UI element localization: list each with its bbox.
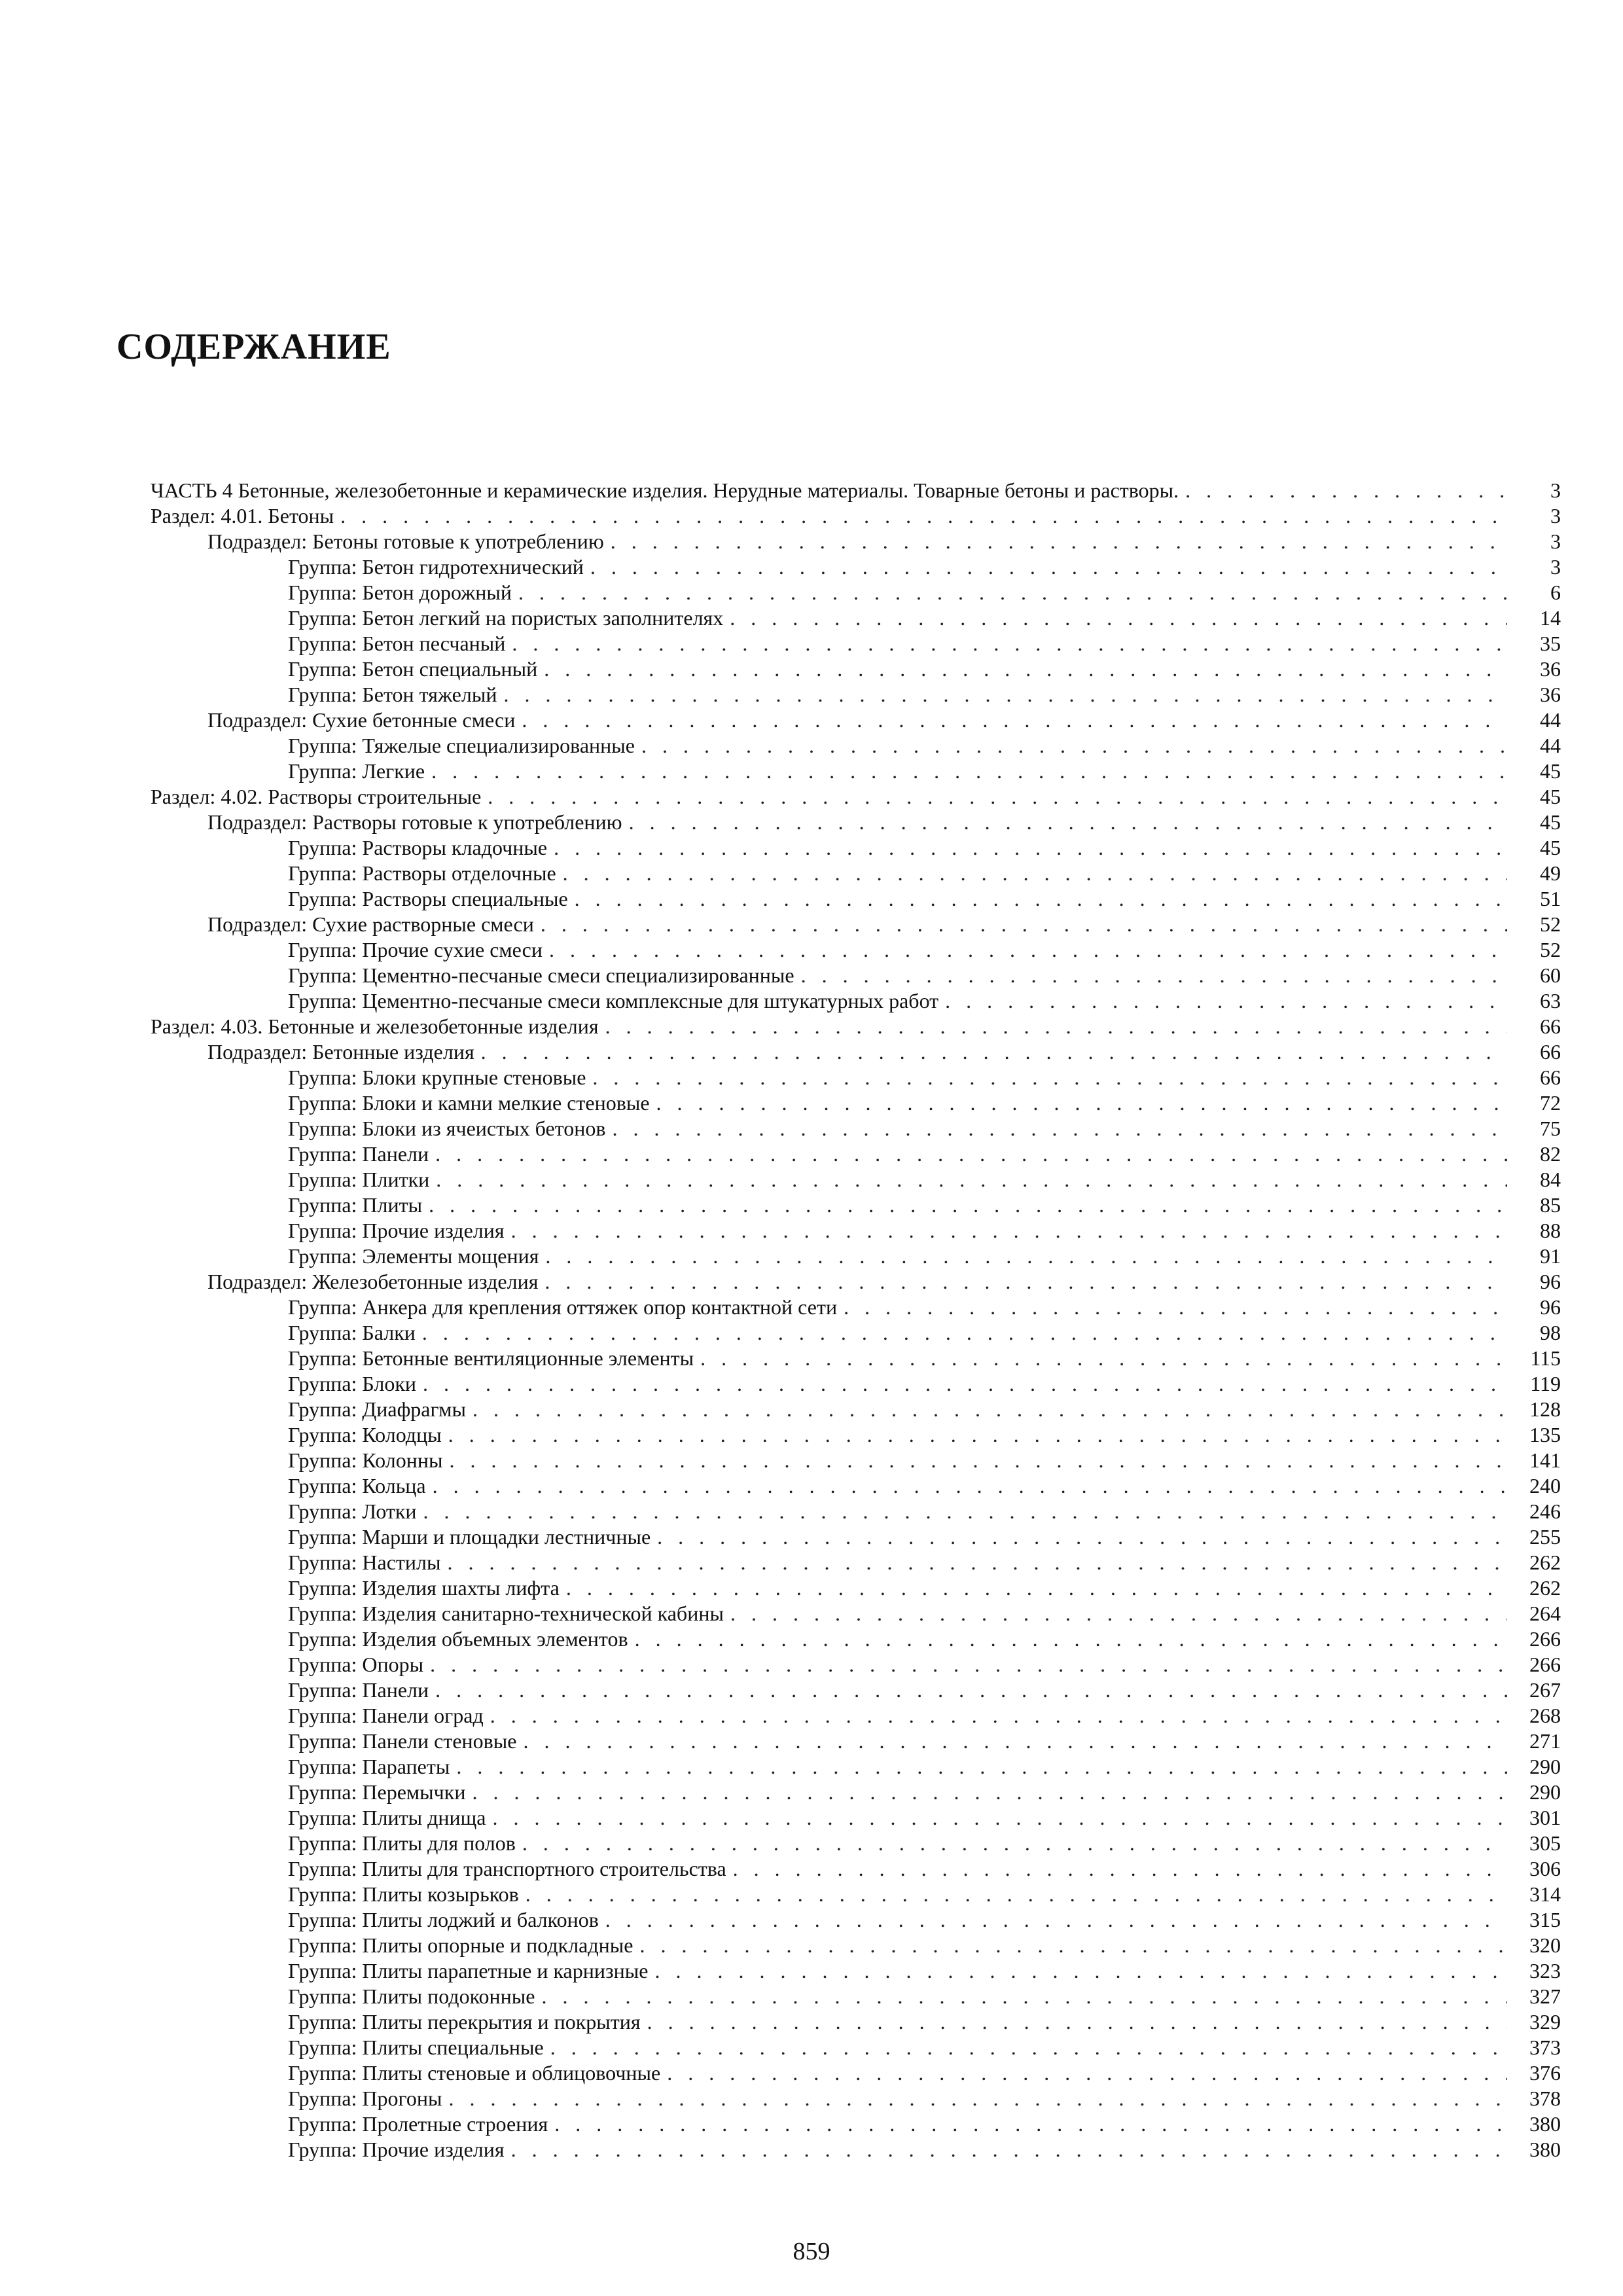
toc-entry[interactable] bbox=[151, 529, 1561, 554]
dot-leader bbox=[512, 631, 1507, 656]
toc-entry-page: 66 bbox=[1540, 1066, 1561, 1089]
toc-entry-title: Раздел: 4.01. Бетоны bbox=[151, 504, 334, 528]
toc-entry[interactable] bbox=[151, 1167, 1561, 1193]
toc-entry-page: 88 bbox=[1540, 1219, 1561, 1242]
dot-leader bbox=[566, 1575, 1507, 1601]
toc-entry-title: Группа: Марши и площадки лестничные bbox=[288, 1525, 651, 1549]
toc-entry-page: 3 bbox=[1550, 504, 1561, 528]
toc-entry[interactable] bbox=[151, 478, 1561, 503]
toc-entry-page: 63 bbox=[1540, 989, 1561, 1013]
toc-entry-title: Группа: Плиты лоджий и балконов bbox=[288, 1908, 599, 1931]
toc-entry[interactable] bbox=[151, 1524, 1561, 1550]
toc-entry-page: 329 bbox=[1529, 2010, 1561, 2034]
dot-leader bbox=[481, 1039, 1507, 1065]
toc-entry-page: 66 bbox=[1540, 1040, 1561, 1064]
dot-leader bbox=[639, 1933, 1507, 1958]
toc-entry-title: Группа: Изделия санитарно-технической кабины bbox=[288, 1602, 724, 1625]
toc-entry[interactable] bbox=[151, 1831, 1561, 1856]
toc-entry-page: 36 bbox=[1540, 657, 1561, 681]
dot-leader bbox=[436, 1167, 1507, 1193]
toc-entry-title: Группа: Плиты для транспортного строительства bbox=[288, 1857, 726, 1880]
toc-entry-page: 84 bbox=[1540, 1168, 1561, 1191]
dot-leader bbox=[511, 1218, 1507, 1244]
toc-entry[interactable] bbox=[151, 1295, 1561, 1320]
toc-entry[interactable] bbox=[151, 1652, 1561, 1677]
toc-entry-title: Группа: Диафрагмы bbox=[288, 1397, 466, 1421]
toc-entry-page: 240 bbox=[1529, 1474, 1561, 1498]
toc-entry-title: Подраздел: Сухие бетонные смеси bbox=[207, 708, 516, 732]
toc-entry-title: Группа: Балки bbox=[288, 1321, 416, 1344]
toc-entry-page: 327 bbox=[1529, 1984, 1561, 2008]
toc-entry[interactable] bbox=[151, 1422, 1561, 1448]
toc-entry-page: 45 bbox=[1540, 810, 1561, 834]
dot-leader bbox=[592, 1065, 1507, 1090]
toc-entry-page: 315 bbox=[1529, 1908, 1561, 1931]
toc-entry-title: Группа: Панели стеновые bbox=[288, 1729, 517, 1753]
toc-entry-title: Группа: Плиты bbox=[288, 1193, 423, 1217]
dot-leader bbox=[526, 1882, 1507, 1907]
dot-leader bbox=[945, 988, 1507, 1014]
toc-entry-page: 3 bbox=[1550, 478, 1561, 502]
toc-entry-title: Подраздел: Бетоны готовые к употреблению bbox=[207, 529, 604, 553]
toc-entry[interactable] bbox=[151, 1550, 1561, 1575]
dot-leader bbox=[423, 1371, 1507, 1397]
toc-entry-page: 262 bbox=[1529, 1576, 1561, 1600]
toc-entry-title: Группа: Блоки bbox=[288, 1372, 416, 1395]
toc-entry-page: 264 bbox=[1529, 1602, 1561, 1625]
dot-leader bbox=[541, 912, 1507, 937]
toc-entry-title: Группа: Растворы отделочные bbox=[288, 861, 556, 885]
dot-leader bbox=[518, 580, 1507, 605]
toc-entry-page: 380 bbox=[1529, 2112, 1561, 2136]
toc-entry-title: Группа: Плиты днища bbox=[288, 1806, 486, 1829]
toc-entry-title: Группа: Парапеты bbox=[288, 1755, 450, 1778]
toc-entry-page: 373 bbox=[1529, 2036, 1561, 2059]
dot-leader bbox=[654, 1958, 1507, 1984]
toc-entry-title: Группа: Цементно-песчаные смеси специализированные bbox=[288, 963, 794, 987]
toc-entry-page: 128 bbox=[1529, 1397, 1561, 1421]
dot-leader bbox=[545, 1244, 1507, 1269]
dot-leader bbox=[430, 1652, 1507, 1677]
dot-leader bbox=[488, 784, 1507, 810]
toc-entry-title: Группа: Плиты перекрытия и покрытия bbox=[288, 2010, 641, 2034]
toc-entry-title: Группа: Плиты опорные и подкладные bbox=[288, 1933, 633, 1957]
toc-entry[interactable] bbox=[151, 2111, 1561, 2137]
toc-entry-page: 82 bbox=[1540, 1142, 1561, 1166]
toc-entry[interactable] bbox=[151, 886, 1561, 912]
toc-entry-page: 45 bbox=[1540, 836, 1561, 859]
toc-entry-page: 266 bbox=[1529, 1653, 1561, 1676]
dot-leader bbox=[801, 963, 1507, 988]
toc-entry[interactable] bbox=[151, 835, 1561, 861]
toc-entry-page: 85 bbox=[1540, 1193, 1561, 1217]
toc-entry[interactable] bbox=[151, 912, 1561, 937]
dot-leader bbox=[647, 2009, 1507, 2035]
toc-entry-page: 305 bbox=[1529, 1831, 1561, 1855]
toc-entry-page: 290 bbox=[1529, 1755, 1561, 1778]
toc-entry[interactable] bbox=[151, 1499, 1561, 1524]
toc-entry-page: 14 bbox=[1540, 606, 1561, 630]
toc-entry-page: 3 bbox=[1550, 555, 1561, 579]
dot-leader bbox=[503, 682, 1507, 708]
toc-entry-page: 378 bbox=[1529, 2087, 1561, 2110]
toc-entry-page: 45 bbox=[1540, 785, 1561, 808]
toc-entry-title: Группа: Плитки bbox=[288, 1168, 430, 1191]
dot-leader bbox=[522, 708, 1507, 733]
toc-entry-page: 376 bbox=[1529, 2061, 1561, 2085]
page-title: СОДЕРЖАНИЕ bbox=[116, 327, 391, 367]
dot-leader bbox=[844, 1295, 1507, 1320]
toc-entry-title: Группа: Цементно-песчаные смеси комплексные для штукатурных работ bbox=[288, 989, 939, 1013]
toc-entry-title: Группа: Растворы специальные bbox=[288, 887, 568, 910]
toc-entry-title: Группа: Плиты козырьков bbox=[288, 1882, 519, 1906]
toc-entry-page: 96 bbox=[1540, 1270, 1561, 1293]
toc-entry[interactable] bbox=[151, 1397, 1561, 1422]
toc-entry[interactable] bbox=[151, 988, 1561, 1014]
dot-leader bbox=[422, 1320, 1507, 1346]
toc-entry[interactable] bbox=[151, 1448, 1561, 1473]
dot-leader bbox=[611, 529, 1507, 554]
dot-leader bbox=[433, 1473, 1507, 1499]
toc-entry[interactable] bbox=[151, 1958, 1561, 1984]
toc-entry[interactable] bbox=[151, 708, 1561, 733]
toc-entry-title: Группа: Плиты специальные bbox=[288, 2036, 544, 2059]
toc-entry-page: 135 bbox=[1529, 1423, 1561, 1446]
toc-entry[interactable] bbox=[151, 1754, 1561, 1780]
toc-entry-title: Подраздел: Железобетонные изделия bbox=[207, 1270, 539, 1293]
toc-entry-page: 66 bbox=[1540, 1014, 1561, 1038]
toc-entry[interactable] bbox=[151, 1601, 1561, 1626]
toc-entry[interactable] bbox=[151, 1269, 1561, 1295]
toc-entry[interactable] bbox=[151, 631, 1561, 656]
toc-entry-title: Группа: Бетонные вентиляционные элементы bbox=[288, 1346, 694, 1370]
dot-leader bbox=[554, 2111, 1507, 2137]
toc-entry[interactable] bbox=[151, 1346, 1561, 1371]
toc-entry-page: 267 bbox=[1529, 1678, 1561, 1702]
toc-entry-title: ЧАСТЬ 4 Бетонные, железобетонные и керамические изделия. Нерудные материалы. Товарные бетоны и растворы. bbox=[151, 478, 1179, 502]
toc-entry[interactable] bbox=[151, 1933, 1561, 1958]
toc-entry-page: 98 bbox=[1540, 1321, 1561, 1344]
toc-entry-title: Группа: Лотки bbox=[288, 1499, 417, 1523]
table-of-contents bbox=[151, 478, 1561, 2162]
dot-leader bbox=[629, 810, 1507, 835]
toc-entry-title: Группа: Прочие сухие смеси bbox=[288, 938, 543, 961]
toc-entry-title: Группа: Блоки крупные стеновые bbox=[288, 1066, 586, 1089]
toc-entry-page: 35 bbox=[1540, 632, 1561, 655]
toc-entry[interactable] bbox=[151, 1805, 1561, 1831]
toc-entry-title: Группа: Прогоны bbox=[288, 2087, 442, 2110]
toc-entry-title: Группа: Колонны bbox=[288, 1448, 443, 1472]
toc-entry[interactable] bbox=[151, 1575, 1561, 1601]
dot-leader bbox=[448, 1550, 1508, 1575]
toc-entry-title: Подраздел: Растворы готовые к употреблению bbox=[207, 810, 622, 834]
toc-entry[interactable] bbox=[151, 784, 1561, 810]
toc-entry-page: 91 bbox=[1540, 1244, 1561, 1268]
toc-entry-title: Группа: Бетон специальный bbox=[288, 657, 538, 681]
toc-entry-title: Группа: Анкера для крепления оттяжек опор контактной сети bbox=[288, 1295, 838, 1319]
toc-entry[interactable] bbox=[151, 1856, 1561, 1882]
dot-leader bbox=[590, 554, 1507, 580]
toc-entry-page: 72 bbox=[1540, 1091, 1561, 1115]
dot-leader bbox=[605, 1907, 1507, 1933]
toc-entry-title: Группа: Блоки из ячеистых бетонов bbox=[288, 1117, 606, 1140]
dot-leader bbox=[448, 1422, 1507, 1448]
toc-entry[interactable] bbox=[151, 1882, 1561, 1907]
toc-entry-page: 290 bbox=[1529, 1780, 1561, 1804]
toc-entry[interactable] bbox=[151, 580, 1561, 605]
toc-entry[interactable] bbox=[151, 937, 1561, 963]
dot-leader bbox=[575, 886, 1507, 912]
toc-entry-title: Раздел: 4.02. Растворы строительные bbox=[151, 785, 482, 808]
toc-entry-title: Группа: Пролетные строения bbox=[288, 2112, 548, 2136]
toc-entry-title: Группа: Прочие изделия bbox=[288, 2138, 505, 2161]
toc-entry[interactable] bbox=[151, 605, 1561, 631]
toc-entry-page: 268 bbox=[1529, 1704, 1561, 1727]
dot-leader bbox=[435, 1141, 1507, 1167]
toc-entry-title: Группа: Легкие bbox=[288, 759, 425, 783]
toc-entry-page: 141 bbox=[1529, 1448, 1561, 1472]
toc-entry-page: 51 bbox=[1540, 887, 1561, 910]
toc-entry[interactable] bbox=[151, 1014, 1561, 1039]
toc-entry-page: 306 bbox=[1529, 1857, 1561, 1880]
toc-entry-title: Группа: Растворы кладочные bbox=[288, 836, 548, 859]
toc-entry-title: Группа: Опоры bbox=[288, 1653, 424, 1676]
dot-leader bbox=[523, 1729, 1507, 1754]
toc-entry-title: Подраздел: Бетонные изделия bbox=[207, 1040, 474, 1064]
toc-entry-title: Группа: Тяжелые специализированные bbox=[288, 734, 635, 757]
toc-entry-page: 96 bbox=[1540, 1295, 1561, 1319]
toc-entry-title: Раздел: 4.03. Бетонные и железобетонные изделия bbox=[151, 1014, 599, 1038]
toc-entry-title: Группа: Перемычки bbox=[288, 1780, 466, 1804]
dot-leader bbox=[456, 1754, 1507, 1780]
toc-entry[interactable] bbox=[151, 861, 1561, 886]
toc-entry-page: 301 bbox=[1529, 1806, 1561, 1829]
dot-leader bbox=[544, 656, 1507, 682]
dot-leader bbox=[435, 1677, 1507, 1703]
toc-entry[interactable] bbox=[151, 503, 1561, 529]
toc-entry[interactable] bbox=[151, 1039, 1561, 1065]
toc-entry[interactable] bbox=[151, 2060, 1561, 2086]
dot-leader bbox=[429, 1193, 1507, 1218]
dot-leader bbox=[340, 503, 1507, 529]
toc-entry-title: Группа: Панели bbox=[288, 1142, 429, 1166]
toc-entry-title: Группа: Бетон песчаный bbox=[288, 632, 506, 655]
dot-leader bbox=[700, 1346, 1507, 1371]
dot-leader bbox=[431, 759, 1507, 784]
toc-entry-page: 266 bbox=[1529, 1627, 1561, 1651]
dot-leader bbox=[1185, 478, 1507, 503]
toc-entry[interactable] bbox=[151, 1090, 1561, 1116]
toc-entry-page: 60 bbox=[1540, 963, 1561, 987]
toc-entry-title: Группа: Бетон дорожный bbox=[288, 581, 512, 604]
toc-entry-title: Группа: Бетон гидротехнический bbox=[288, 555, 584, 579]
dot-leader bbox=[730, 1601, 1507, 1626]
dot-leader bbox=[635, 1626, 1507, 1652]
toc-entry[interactable] bbox=[151, 682, 1561, 708]
toc-entry-title: Группа: Изделия объемных элементов bbox=[288, 1627, 628, 1651]
dot-leader bbox=[472, 1780, 1507, 1805]
toc-entry-page: 52 bbox=[1540, 938, 1561, 961]
toc-entry-page: 255 bbox=[1529, 1525, 1561, 1549]
toc-entry[interactable] bbox=[151, 1907, 1561, 1933]
dot-leader bbox=[733, 1856, 1507, 1882]
toc-entry[interactable] bbox=[151, 2137, 1561, 2162]
toc-entry-title: Группа: Бетон легкий на пористых заполнителях bbox=[288, 606, 724, 630]
toc-entry[interactable] bbox=[151, 963, 1561, 988]
toc-entry[interactable] bbox=[151, 1984, 1561, 2009]
toc-entry-page: 115 bbox=[1530, 1346, 1561, 1370]
toc-entry[interactable] bbox=[151, 1473, 1561, 1499]
toc-entry[interactable] bbox=[151, 1218, 1561, 1244]
dot-leader bbox=[423, 1499, 1507, 1524]
toc-entry-page: 44 bbox=[1540, 708, 1561, 732]
toc-entry-page: 45 bbox=[1540, 759, 1561, 783]
dot-leader bbox=[612, 1116, 1507, 1141]
toc-entry-page: 6 bbox=[1550, 581, 1561, 604]
dot-leader bbox=[492, 1805, 1507, 1831]
toc-entry-title: Группа: Блоки и камни мелкие стеновые bbox=[288, 1091, 650, 1115]
toc-entry-page: 52 bbox=[1540, 912, 1561, 936]
dot-leader bbox=[641, 733, 1507, 759]
toc-entry-page: 49 bbox=[1540, 861, 1561, 885]
dot-leader bbox=[473, 1397, 1507, 1422]
toc-entry[interactable] bbox=[151, 2086, 1561, 2111]
toc-entry[interactable] bbox=[151, 1244, 1561, 1269]
toc-entry-title: Группа: Кольца bbox=[288, 1474, 426, 1498]
toc-entry[interactable] bbox=[151, 810, 1561, 835]
toc-entry[interactable] bbox=[151, 2035, 1561, 2060]
toc-entry[interactable] bbox=[151, 554, 1561, 580]
dot-leader bbox=[449, 1448, 1507, 1473]
toc-entry[interactable] bbox=[151, 2009, 1561, 2035]
dot-leader bbox=[657, 1524, 1507, 1550]
toc-entry-title: Группа: Панели оград bbox=[288, 1704, 484, 1727]
toc-entry-page: 3 bbox=[1550, 529, 1561, 553]
toc-entry[interactable] bbox=[151, 1193, 1561, 1218]
toc-entry-page: 271 bbox=[1529, 1729, 1561, 1753]
dot-leader bbox=[550, 2035, 1507, 2060]
dot-leader bbox=[448, 2086, 1507, 2111]
toc-entry-title: Группа: Бетон тяжелый bbox=[288, 683, 497, 706]
toc-entry[interactable] bbox=[151, 656, 1561, 682]
toc-entry-title: Группа: Элементы мощения bbox=[288, 1244, 539, 1268]
dot-leader bbox=[522, 1831, 1507, 1856]
toc-entry[interactable] bbox=[151, 1065, 1561, 1090]
toc-entry-title: Группа: Плиты для полов bbox=[288, 1831, 516, 1855]
toc-entry-page: 44 bbox=[1540, 734, 1561, 757]
dot-leader bbox=[656, 1090, 1507, 1116]
toc-entry[interactable] bbox=[151, 1320, 1561, 1346]
dot-leader bbox=[554, 835, 1507, 861]
page-number: 859 bbox=[793, 2238, 830, 2265]
toc-entry[interactable] bbox=[151, 733, 1561, 759]
toc-entry[interactable] bbox=[151, 1371, 1561, 1397]
dot-leader bbox=[667, 2060, 1507, 2086]
toc-entry[interactable] bbox=[151, 1116, 1561, 1141]
toc-entry-title: Группа: Панели bbox=[288, 1678, 429, 1702]
toc-entry-page: 36 bbox=[1540, 683, 1561, 706]
toc-entry-title: Группа: Прочие изделия bbox=[288, 1219, 505, 1242]
toc-entry[interactable] bbox=[151, 1677, 1561, 1703]
toc-entry[interactable] bbox=[151, 1703, 1561, 1729]
toc-entry[interactable] bbox=[151, 759, 1561, 784]
toc-entry-page: 119 bbox=[1530, 1372, 1561, 1395]
dot-leader bbox=[730, 605, 1507, 631]
toc-entry-page: 75 bbox=[1540, 1117, 1561, 1140]
toc-entry-page: 380 bbox=[1529, 2138, 1561, 2161]
dot-leader bbox=[549, 937, 1507, 963]
dot-leader bbox=[563, 861, 1507, 886]
toc-entry-title: Группа: Изделия шахты лифта bbox=[288, 1576, 560, 1600]
toc-entry-page: 262 bbox=[1529, 1551, 1561, 1574]
toc-entry[interactable] bbox=[151, 1626, 1561, 1652]
dot-leader bbox=[490, 1703, 1507, 1729]
dot-leader bbox=[544, 1269, 1507, 1295]
dot-leader bbox=[541, 1984, 1507, 2009]
toc-entry-title: Группа: Плиты подоконные bbox=[288, 1984, 535, 2008]
toc-entry[interactable] bbox=[151, 1141, 1561, 1167]
toc-entry-page: 323 bbox=[1529, 1959, 1561, 1982]
toc-entry-title: Подраздел: Сухие растворные смеси bbox=[207, 912, 534, 936]
toc-entry-page: 320 bbox=[1529, 1933, 1561, 1957]
toc-entry-title: Группа: Плиты стеновые и облицовочные bbox=[288, 2061, 661, 2085]
toc-entry-page: 314 bbox=[1529, 1882, 1561, 1906]
toc-entry-title: Группа: Колодцы bbox=[288, 1423, 442, 1446]
toc-entry-page: 246 bbox=[1529, 1499, 1561, 1523]
toc-entry-title: Группа: Настилы bbox=[288, 1551, 441, 1574]
toc-entry[interactable] bbox=[151, 1729, 1561, 1754]
dot-leader bbox=[511, 2137, 1507, 2162]
dot-leader bbox=[605, 1014, 1507, 1039]
toc-entry[interactable] bbox=[151, 1780, 1561, 1805]
toc-entry-title: Группа: Плиты парапетные и карнизные bbox=[288, 1959, 649, 1982]
